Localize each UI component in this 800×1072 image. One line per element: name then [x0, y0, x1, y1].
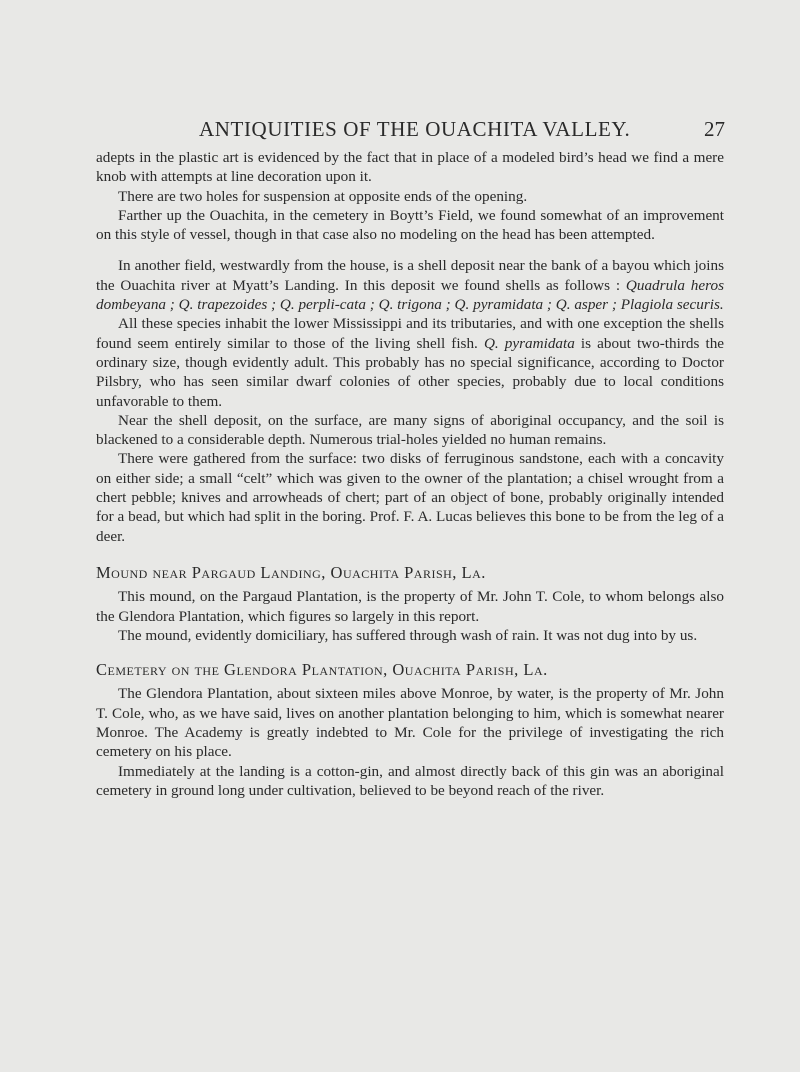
paragraph-mound-wash: The mound, evidently domiciliary, has suffered through wash of rain. It was not dug into by us.: [118, 626, 698, 644]
species-name: Q. pyramidata: [483, 334, 575, 352]
running-title: ANTIQUITIES OF THE OUACHITA VALLEY.: [199, 117, 631, 141]
paragraph-species-habitat: [96, 314, 724, 410]
paragraph-continuation: adepts in the plastic art is evidenced by the fact that in place of a modeled bird’s head we find a mere knob with attempts at line decoration upon it.: [96, 149, 724, 186]
paragraph-cotton-gin: Immediately at the landing is a cotton-gin, and almost directly back of this gin was an aboriginal cemetery in ground long under cultivation, believed to be beyond reach of the river.: [96, 762, 724, 799]
body-text: [96, 148, 724, 800]
running-head: [95, 117, 725, 147]
section-heading-pargaud: Mound near Pargaud Landing, Ouachita Parish, La.: [96, 562, 486, 582]
section-heading-glendora: Cemetery on the Glendora Plantation, Ouachita Parish, La.: [96, 660, 548, 680]
paragraph-suspension-holes: There are two holes for suspension at opposite ends of the opening.: [118, 187, 528, 205]
page-number: 27: [704, 117, 725, 141]
paragraph-surface-finds: There were gathered from the surface: two disks of ferruginous sandstone, each with a concavity on either side; a small “celt” which was given to the owner of the plantation; a chisel wrought from a chert pebble; knives and arrowheads of chert; part of an object of bone, probably originally intended for a bead, but which had split in the boring. Prof. F. A. Lucas believes this bone to be from the leg of a deer.: [96, 450, 724, 545]
paragraph-boytts-field: Farther up the Ouachita, in the cemetery in Boytt’s Field, we found somewhat of an improvement on this style of vessel, though in that case also no modeling on the head has been attempted.: [96, 206, 724, 244]
shell-deposit-text: In another field, westwardly from the house, is a shell deposit near the bank of a bayou which joins the Ouachita river at Myatt’s Landing. In this deposit we found shells as follows :: [96, 257, 724, 294]
paragraph-pargaud-mound: This mound, on the Pargaud Plantation, is the property of Mr. John T. Cole, to whom belongs also the Glendora Plantation, which figures so largely in this report.: [96, 588, 724, 625]
species-size-text: is about two-thirds the ordinary size, though evidently adult. This probably has no special significance, according to Doctor Pilsbry, who has seen similar dwarf colonies of other species, probably due to local conditions unfavorable to them.: [96, 334, 725, 410]
paragraph-occupancy: Near the shell deposit, on the surface, are many signs of aboriginal occupancy, and the soil is blackened to a considerable depth. Numerous trial-holes yielded no human remains.: [96, 411, 724, 449]
species-list: Quadrula heros dombeyana ; Q. trapezoides ; Q. perpli-cata ; Q. trigona ; Q. pyramidata ; Q. asper ; Plagiola securis.: [96, 276, 724, 314]
paragraph-glendora: The Glendora Plantation, about sixteen miles above Monroe, by water, is the property of Mr. John T. Cole, who, as we have said, lives on another plantation belonging to him, which is somewhat nearer Monroe. The Academy is greatly indebted to Mr. Cole for the privilege of investigating the rich cemetery on his place.: [96, 685, 724, 761]
paragraph-shell-deposit: [96, 256, 724, 314]
species-habitat-text: All these species inhabit the lower Mississippi and its tributaries, and with one exception the shells found seem entirely similar to those of the living shell fish.: [96, 315, 724, 352]
